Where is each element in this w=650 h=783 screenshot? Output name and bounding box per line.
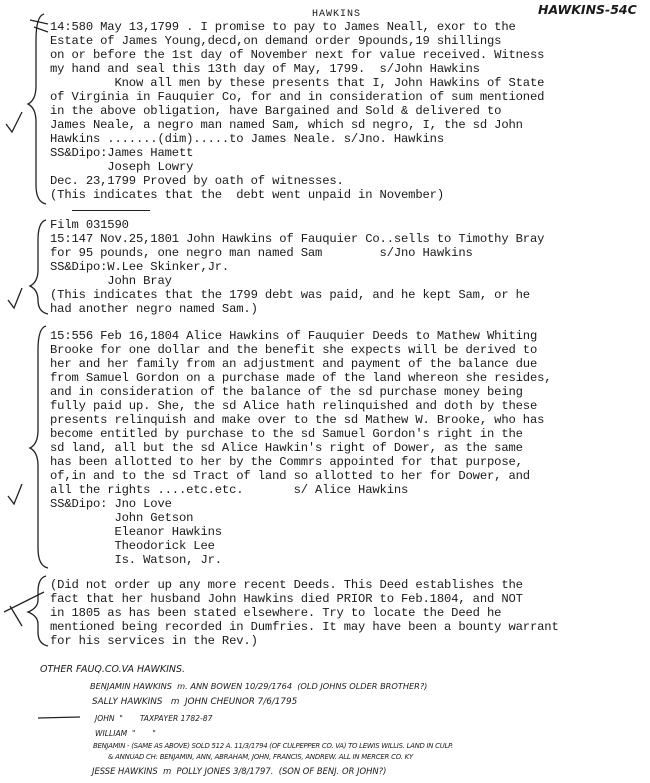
entry-line: Eleanor Hawkins	[50, 525, 222, 539]
entry-line: and in consideration of the balance of the sd purchase money being	[50, 385, 523, 399]
note-line: BENJAMIN HAWKINS m. ANN BOWEN 10/29/1764 (OLD JOHNS OLDER BROTHER?)	[90, 681, 428, 691]
entry-line: Estate of James Young,decd,on demand order 9pounds,19 shillings	[50, 34, 502, 48]
entry-line: James Neale, a negro man named Sam, which sd negro, I, the sd John	[50, 118, 523, 132]
entry-line: of,in and to the sd Tract of land so allotted to her for Dower, and	[50, 469, 530, 483]
entry-line: her and her family from an adjustment and payment of the balance due	[50, 357, 538, 371]
entry-line: fully paid up. She, the sd Alice hath relinquished and doth by these	[50, 399, 538, 413]
entry-line: (This indicates that the 1799 debt was paid, and he kept Sam, or he	[50, 288, 530, 302]
entry-line: fact that her husband John Hawkins died PRIOR to Feb.1804, and NOT	[50, 592, 523, 606]
entry-line: Theodorick Lee	[50, 539, 215, 553]
entry-line: Hawkins .......(dim).....to James Neale. s/Jno. Hawkins	[50, 132, 445, 146]
corner-label: HAWKINS-54C	[538, 2, 637, 17]
note-line: SALLY HAWKINS m JOHN CHEUNOR 7/6/1795	[92, 697, 298, 707]
entry-line: mentioned being recorded in Dumfries. It may have been a bounty warrant	[50, 620, 559, 634]
entry-line: Joseph Lowry	[50, 160, 194, 174]
entry-line: sd land, all but the sd Alice Hawkin's right of Dower, as the same	[50, 441, 523, 455]
entry-line: for 95 pounds, one negro man named Sam s/Jno Hawkins	[50, 246, 473, 260]
entry-line: from Samuel Gordon on a purchase made of the land whereon she resides,	[50, 371, 552, 385]
entry-line: has been allotted to her by the Commrs appointed for that purpose,	[50, 455, 523, 469]
entry-line: on or before the 1st day of November next for value received. Witness	[50, 48, 545, 62]
entry-line: of Virginia in Fauquier Co, for and in consideration of sum mentioned	[50, 90, 545, 104]
note-line: & ANNUAD CH: BENJAMIN, ANN, ABRAHAM, JOHN, FRANCIS, ANDREW. ALL IN MERCER CO. KY	[108, 753, 413, 761]
entry-line: John Getson	[50, 511, 194, 525]
entry-line: (This indicates that the debt went unpaid in November)	[50, 188, 445, 202]
entry-line: Dec. 23,1799 Proved by oath of witnesses.	[50, 174, 344, 188]
note-line: JESSE HAWKINS m POLLY JONES 3/8/1797. (SON OF BENJ. OR JOHN?)	[92, 766, 387, 776]
entry-line: Is. Watson, Jr.	[50, 553, 222, 567]
entry-line: SS&Dipo:W.Lee Skinker,Jr.	[50, 260, 230, 274]
note-line: WILLIAM " "	[95, 729, 156, 738]
entry-line: (Did not order up any more recent Deeds. This Deed establishes the	[50, 578, 523, 592]
entry-line: Brooke for one dollar and the benefit she expects will be derived to	[50, 343, 538, 357]
entry-line: 14:580 May 13,1799 . I promise to pay to James Neall, exor to the	[50, 20, 516, 34]
entry-line: Know all men by these presents that I, John Hawkins of State	[50, 76, 545, 90]
entry-line: for his services in the Rev.)	[50, 634, 258, 648]
entry-line: John Bray	[50, 274, 172, 288]
entry-line: 15:147 Nov.25,1801 John Hawkins of Fauquier Co..sells to Timothy Bray	[50, 232, 545, 246]
entry-line: become entitled by purchase to the sd Samuel Gordon's right in the	[50, 427, 523, 441]
entry-line: all the rights ....etc.etc. s/ Alice Hawkins	[50, 483, 409, 497]
entry-line: in the above obligation, have Bargained and Sold & delivered to	[50, 104, 502, 118]
note-line: JOHN " TAXPAYER 1782-87	[95, 714, 213, 723]
entry-line: in 1805 as has been stated elsewhere. Try to locate the Deed he	[50, 606, 502, 620]
entry-line: presents relinquish and make over to the sd Mathew W. Brooke, who has	[50, 413, 545, 427]
header-name: HAWKINS	[312, 9, 362, 20]
entry-line: 15:556 Feb 16,1804 Alice Hawkins of Fauquier Deeds to Mathew Whiting	[50, 329, 538, 343]
entry-line: SS&Dipo: Jno Love	[50, 497, 172, 511]
entry-line: had another negro named Sam.)	[50, 302, 258, 316]
entry-line: Film 031590	[50, 218, 129, 232]
entry-line: SS&Dipo:James Hamett	[50, 146, 194, 160]
note-line: BENJAMIN - (SAME AS ABOVE) SOLD 512 A. 11/3/1794 (OF CULPEPPER CO. VA) TO LEWIS WILLIS. LAND IN CULP.	[93, 742, 453, 750]
entry-line: my hand and seal this 13th day of May, 1799. s/John Hawkins	[50, 62, 480, 76]
notes-title: OTHER FAUQ.CO.VA HAWKINS.	[40, 664, 186, 675]
